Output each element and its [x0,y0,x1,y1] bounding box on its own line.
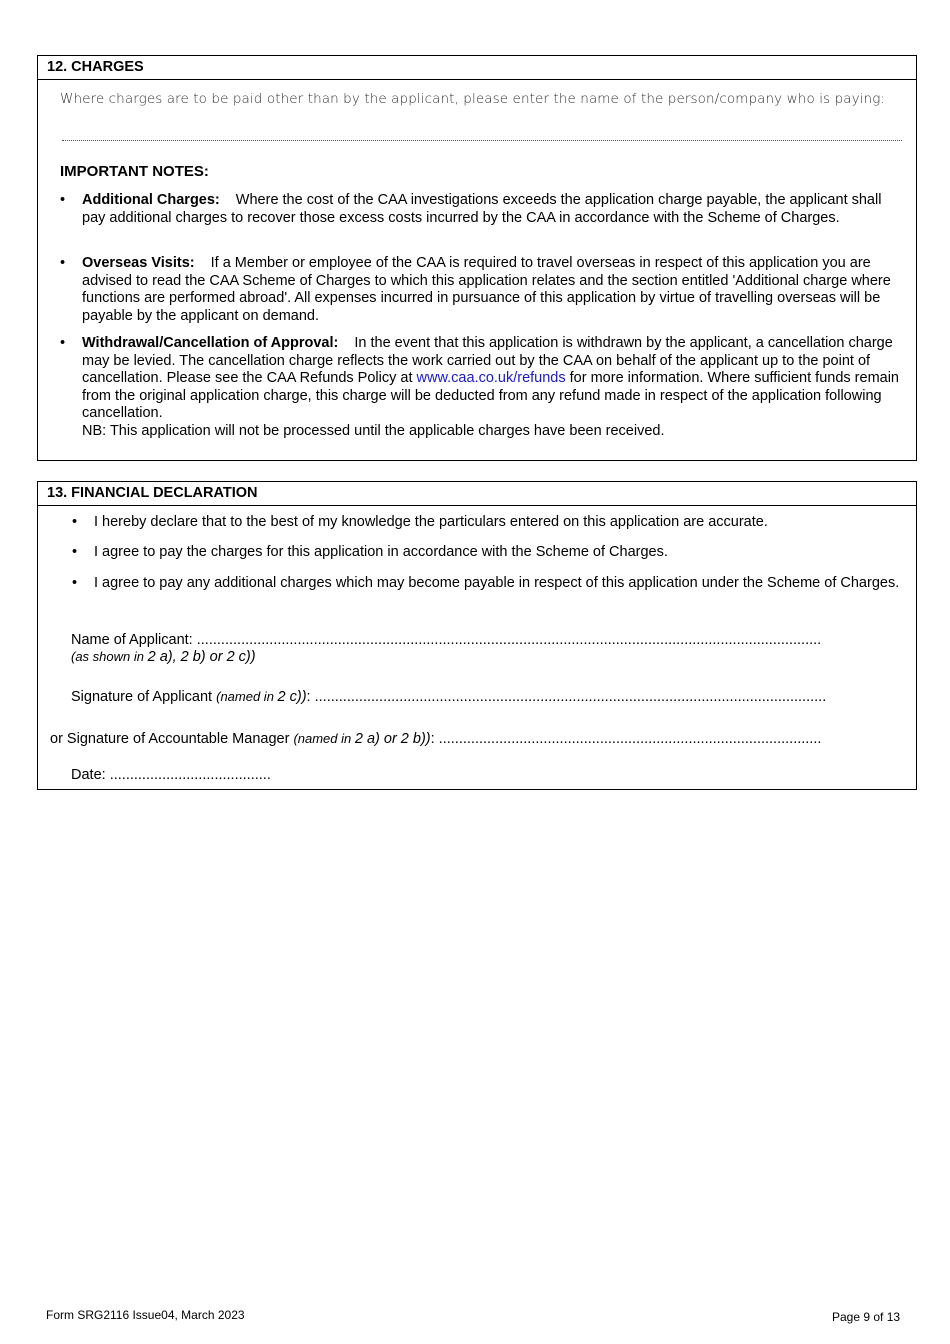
hint-text: (named in [293,731,352,746]
declaration-text: I agree to pay the charges for this application in accordance with the Scheme of Charges. [94,544,668,560]
note-additional-charges [60,192,902,227]
applicant-signature-field[interactable] [71,689,826,705]
note-lead: Additional Charges: [82,192,220,208]
applicant-signature-dots: : ............................................................................................................................... [306,689,827,705]
bullet-icon: • [72,544,78,560]
bullet-icon: • [60,255,66,271]
note-withdrawal [60,335,902,440]
payer-name-field[interactable] [62,132,902,141]
hint-text: (named in [216,689,274,704]
applicant-name-hint [71,649,256,665]
applicant-signature-label: Signature of Applicant [71,689,213,705]
hint-ref: 2 c)) [277,689,307,705]
bullet-icon: • [72,575,78,591]
form-id: Form SRG2116 Issue04, March 2023 [46,1308,245,1322]
payer-intro-text: Where charges are to be paid other than by the applicant, please enter the name of the person/company who is paying: [60,91,886,107]
declaration-item [72,575,910,593]
date-label: Date: [71,767,106,783]
date-field[interactable] [71,767,271,783]
declaration-text: I agree to pay any additional charges which may become payable in respect of this application under the Scheme of Charges. [94,575,900,591]
accountable-manager-label: or Signature of Accountable Manager [50,731,290,747]
charges-section [37,55,917,461]
declaration-item [72,544,910,562]
bullet-icon: • [60,335,66,351]
charges-heading: 12. CHARGES [38,56,916,80]
accountable-manager-dots: : ............................................................................................... [430,731,822,747]
note-text: Where the cost of the CAA investigations exceeds the application charge payable, the applicant shall pay additional charges to recover those excess costs incurred by the CAA in accordance with the Scheme of Charges. [82,192,882,226]
applicant-name-field[interactable] [71,632,821,648]
note-text-cont: for more information. Where sufficient funds remain from the original application charge, this charge will be deducted from any refund made in respect of the application following cancellation. [82,370,900,421]
note-lead: Withdrawal/Cancellation of Approval: [82,335,339,351]
hint-ref: 2 a), 2 b) or 2 c)) [147,649,256,665]
note-text: In the event that this application is withdrawn by the applicant, a cancellation charge may be levied. The cancellation charge reflects the work carried out by the CAA on behalf of the applicant up to the point of cancellation. Please see the CAA Refunds Policy at [82,335,893,386]
financial-heading: 13. FINANCIAL DECLARATION [38,482,916,506]
accountable-manager-signature-field[interactable] [50,731,821,747]
bullet-icon: • [72,514,78,530]
nb-text: NB: This application will not be processed until the applicable charges have been received. [82,422,665,439]
page-number: Page 9 of 13 [832,1310,901,1324]
date-dots: ........................................ [109,767,271,783]
financial-declaration-section [37,481,917,790]
note-lead: Overseas Visits: [82,255,195,271]
declaration-text: I hereby declare that to the best of my knowledge the particulars entered on this application are accurate. [94,514,768,530]
declaration-item [72,514,910,532]
bullet-icon: • [60,192,66,208]
note-text: If a Member or employee of the CAA is required to travel overseas in respect of this application you are advised to read the CAA Scheme of Charges to which this application relates and the section entitled 'Additional charge where functions are performed abroad'. All expenses incurred in pursuance of this application by virtue of travelling overseas will be payable by the applicant on demand. [82,255,891,324]
hint-ref: 2 a) or 2 b)) [354,731,431,747]
important-notes-title: IMPORTANT NOTES: [60,163,209,180]
applicant-name-label: Name of Applicant: [71,632,193,648]
hint-text: (as shown in [71,649,144,664]
applicant-name-dots: ........................................................................................................................................................... [196,632,822,648]
refunds-link[interactable]: www.caa.co.uk/refunds [416,370,566,386]
note-overseas-visits [60,255,902,325]
